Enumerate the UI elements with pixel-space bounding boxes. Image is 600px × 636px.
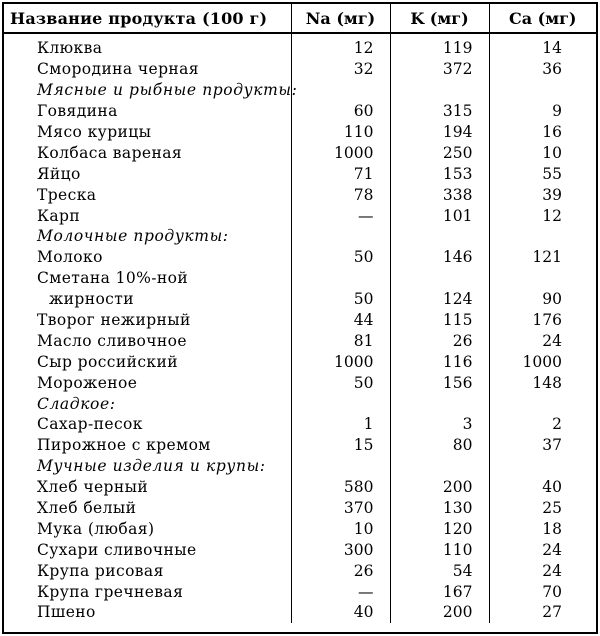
category-row [4, 393, 596, 414]
product-name: Мука (любая) [37, 519, 155, 538]
product-name: Хлеб белый [37, 499, 137, 518]
sodium-value [291, 80, 390, 101]
potassium-value [390, 268, 489, 289]
product-name: Треска [37, 185, 97, 204]
calcium-value: 24 [489, 330, 596, 351]
sodium-value [291, 456, 390, 477]
potassium-value: 200 [390, 477, 489, 498]
sodium-value: — [291, 205, 390, 226]
product-name: Пирожное с кремом [37, 436, 211, 455]
sodium-value: 1000 [291, 351, 390, 372]
calcium-value [489, 80, 596, 101]
product-name: Сухари сливочные [37, 540, 197, 559]
table-row [4, 351, 596, 372]
calcium-value [489, 226, 596, 247]
calcium-value: 14 [489, 33, 596, 59]
calcium-value: 39 [489, 184, 596, 205]
calcium-value: 9 [489, 101, 596, 122]
product-name: Масло сливочное [37, 331, 187, 350]
calcium-value [489, 456, 596, 477]
header-sodium: Na (мг) [291, 4, 390, 33]
potassium-value [390, 393, 489, 414]
calcium-value: 70 [489, 581, 596, 602]
sodium-value: 1000 [291, 142, 390, 163]
sodium-value [291, 393, 390, 414]
table-row [4, 310, 596, 331]
sodium-value: 81 [291, 330, 390, 351]
calcium-value: 36 [489, 59, 596, 80]
calcium-value: 90 [489, 289, 596, 310]
sodium-value: 71 [291, 163, 390, 184]
table-row [4, 59, 596, 80]
table-row [4, 268, 596, 289]
calcium-value: 40 [489, 477, 596, 498]
table-row [4, 247, 596, 268]
calcium-value: 121 [489, 247, 596, 268]
potassium-value: 200 [390, 602, 489, 623]
sodium-value: 60 [291, 101, 390, 122]
potassium-value: 146 [390, 247, 489, 268]
product-name: Карп [37, 206, 81, 225]
category-label: Сладкое: [37, 394, 116, 413]
calcium-value: 37 [489, 435, 596, 456]
table-row [4, 498, 596, 519]
sodium-value: — [291, 581, 390, 602]
potassium-value: 153 [390, 163, 489, 184]
product-name: Сахар-песок [37, 415, 143, 434]
table-body [4, 33, 596, 623]
potassium-value: 116 [390, 351, 489, 372]
sodium-value: 580 [291, 477, 390, 498]
calcium-value: 16 [489, 122, 596, 143]
calcium-value: 12 [489, 205, 596, 226]
sodium-value: 50 [291, 247, 390, 268]
sodium-value: 78 [291, 184, 390, 205]
product-name: Сметана 10%-ной [37, 269, 189, 288]
potassium-value: 250 [390, 142, 489, 163]
sodium-value: 40 [291, 602, 390, 623]
potassium-value: 194 [390, 122, 489, 143]
category-label: Мясные и рыбные продукты: [37, 81, 298, 100]
calcium-value [489, 393, 596, 414]
category-row [4, 456, 596, 477]
potassium-value: 372 [390, 59, 489, 80]
calcium-value: 24 [489, 539, 596, 560]
product-name: Смородина черная [37, 60, 199, 79]
table-row [4, 414, 596, 435]
potassium-value: 80 [390, 435, 489, 456]
calcium-value: 148 [489, 372, 596, 393]
product-name: Молоко [37, 248, 103, 267]
product-name: Мороженое [37, 373, 138, 392]
table-row [4, 142, 596, 163]
product-name: Мясо курицы [37, 123, 152, 141]
potassium-value: 315 [390, 101, 489, 122]
product-name: Крупа рисовая [37, 561, 164, 580]
potassium-value: 3 [390, 414, 489, 435]
sodium-value: 300 [291, 539, 390, 560]
potassium-value: 54 [390, 560, 489, 581]
category-row [4, 226, 596, 247]
nutrition-table-frame [2, 2, 598, 634]
potassium-value: 101 [390, 205, 489, 226]
calcium-value: 1000 [489, 351, 596, 372]
product-name: жирности [49, 290, 134, 309]
sodium-value: 12 [291, 33, 390, 59]
header-row [4, 4, 596, 33]
category-label: Молочные продукты: [37, 227, 229, 246]
calcium-value: 2 [489, 414, 596, 435]
product-name: Хлеб черный [37, 478, 149, 497]
sodium-value: 50 [291, 289, 390, 310]
potassium-value: 338 [390, 184, 489, 205]
sodium-value: 50 [291, 372, 390, 393]
calcium-value: 176 [489, 310, 596, 331]
nutrition-table [4, 4, 596, 623]
table-row [4, 539, 596, 560]
potassium-value: 110 [390, 539, 489, 560]
sodium-value: 110 [291, 122, 390, 143]
header-product-name: Название продукта (100 г) [4, 4, 291, 33]
product-name: Говядина [37, 102, 118, 121]
table-row [4, 122, 596, 143]
table-row [4, 289, 596, 310]
table-row [4, 184, 596, 205]
potassium-value: 124 [390, 289, 489, 310]
product-name: Яйцо [37, 164, 81, 183]
table-row [4, 33, 596, 59]
header-potassium: K (мг) [390, 4, 489, 33]
calcium-value: 27 [489, 602, 596, 623]
calcium-value: 24 [489, 560, 596, 581]
product-name: Творог нежирный [37, 311, 191, 330]
product-name: Клюква [37, 39, 103, 58]
sodium-value: 1 [291, 414, 390, 435]
table-row [4, 560, 596, 581]
table-row [4, 602, 596, 623]
potassium-value: 167 [390, 581, 489, 602]
table-header [4, 4, 596, 33]
sodium-value: 26 [291, 560, 390, 581]
potassium-value: 120 [390, 518, 489, 539]
product-name: Колбаса вареная [37, 143, 183, 162]
potassium-value: 130 [390, 498, 489, 519]
table-row [4, 435, 596, 456]
table-row [4, 101, 596, 122]
potassium-value: 115 [390, 310, 489, 331]
sodium-value: 44 [291, 310, 390, 331]
sodium-value: 15 [291, 435, 390, 456]
potassium-value: 26 [390, 330, 489, 351]
calcium-value: 18 [489, 518, 596, 539]
category-row [4, 80, 596, 101]
category-label: Мучные изделия и крупы: [37, 457, 266, 476]
calcium-value [489, 268, 596, 289]
header-calcium: Ca (мг) [489, 4, 596, 33]
calcium-value: 25 [489, 498, 596, 519]
table-row [4, 581, 596, 602]
product-name: Пшено [37, 603, 96, 622]
product-name: Крупа гречневая [37, 582, 184, 601]
table-row [4, 330, 596, 351]
sodium-value [291, 226, 390, 247]
sodium-value: 370 [291, 498, 390, 519]
table-row [4, 518, 596, 539]
potassium-value: 156 [390, 372, 489, 393]
potassium-value [390, 80, 489, 101]
calcium-value: 55 [489, 163, 596, 184]
sodium-value: 32 [291, 59, 390, 80]
calcium-value: 10 [489, 142, 596, 163]
potassium-value [390, 456, 489, 477]
product-name: Сыр российский [37, 352, 178, 371]
sodium-value: 10 [291, 518, 390, 539]
table-row [4, 205, 596, 226]
potassium-value [390, 226, 489, 247]
table-row [4, 477, 596, 498]
table-row [4, 163, 596, 184]
potassium-value: 119 [390, 33, 489, 59]
sodium-value [291, 268, 390, 289]
table-row [4, 372, 596, 393]
